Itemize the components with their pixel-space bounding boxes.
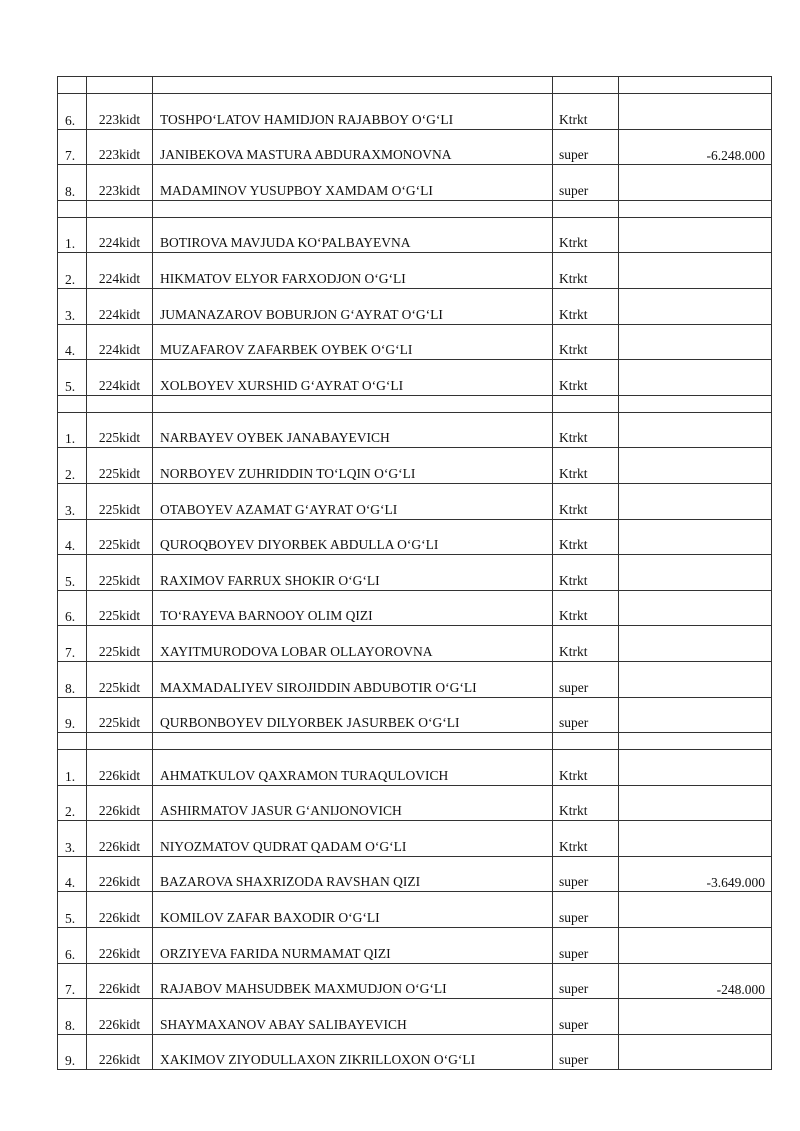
group-code: 225kidt: [87, 626, 153, 662]
student-name: OTABOYEV AZAMAT G‘AYRAT O‘G‘LI: [153, 483, 553, 519]
student-name: HIKMATOV ELYOR FARXODJON O‘G‘LI: [153, 253, 553, 289]
table-row: [58, 483, 772, 519]
amount-cell: [619, 821, 772, 857]
empty-cell: [619, 395, 772, 412]
student-status: Ktrkt: [553, 555, 619, 591]
amount-cell: [619, 217, 772, 253]
group-code: 226kidt: [87, 999, 153, 1035]
amount-cell: [619, 360, 772, 396]
row-number: 8.: [58, 661, 87, 697]
group-code: 225kidt: [87, 412, 153, 448]
student-name: ASHIRMATOV JASUR G‘ANIJONOVICH: [153, 785, 553, 821]
row-number: 9.: [58, 697, 87, 733]
table-row: [58, 555, 772, 591]
student-status: super: [553, 661, 619, 697]
student-status: Ktrkt: [553, 483, 619, 519]
group-code: 224kidt: [87, 360, 153, 396]
table-row: [58, 963, 772, 999]
group-code: 225kidt: [87, 697, 153, 733]
table-row: [58, 360, 772, 396]
empty-cell: [87, 395, 153, 412]
empty-cell: [553, 395, 619, 412]
group-code: 224kidt: [87, 324, 153, 360]
student-name: JUMANAZAROV BOBURJON G‘AYRAT O‘G‘LI: [153, 288, 553, 324]
student-name: AHMATKULOV QAXRAMON TURAQULOVICH: [153, 750, 553, 786]
amount-cell: [619, 94, 772, 130]
student-status: Ktrkt: [553, 448, 619, 484]
student-name: MUZAFAROV ZAFARBEK OYBEK O‘G‘LI: [153, 324, 553, 360]
student-status: Ktrkt: [553, 785, 619, 821]
student-name: ORZIYEVA FARIDA NURMAMAT QIZI: [153, 928, 553, 964]
table-row: [58, 821, 772, 857]
row-number: 6.: [58, 94, 87, 130]
empty-cell: [619, 200, 772, 217]
student-name: SHAYMAXANOV ABAY SALIBAYEVICH: [153, 999, 553, 1035]
student-name: XOLBOYEV XURSHID G‘AYRAT O‘G‘LI: [153, 360, 553, 396]
empty-cell: [58, 733, 87, 750]
table-row: [58, 165, 772, 201]
row-number: 5.: [58, 892, 87, 928]
student-status: Ktrkt: [553, 360, 619, 396]
empty-cell: [153, 733, 553, 750]
student-status: super: [553, 928, 619, 964]
row-number: 9.: [58, 1034, 87, 1070]
row-number: 3.: [58, 288, 87, 324]
row-number: 6.: [58, 590, 87, 626]
row-number: 2.: [58, 785, 87, 821]
empty-cell: [553, 77, 619, 94]
table-row: [58, 412, 772, 448]
student-status: Ktrkt: [553, 288, 619, 324]
amount-cell: [619, 928, 772, 964]
student-table-body: [58, 77, 772, 1070]
student-name: NARBAYEV OYBEK JANABAYEVICH: [153, 412, 553, 448]
student-name: XAKIMOV ZIYODULLAXON ZIKRILLOXON O‘G‘LI: [153, 1034, 553, 1070]
table-row: [58, 697, 772, 733]
student-name: KOMILOV ZAFAR BAXODIR O‘G‘LI: [153, 892, 553, 928]
group-code: 226kidt: [87, 856, 153, 892]
amount-cell: [619, 750, 772, 786]
amount-cell: [619, 590, 772, 626]
student-status: super: [553, 129, 619, 165]
table-row: [58, 253, 772, 289]
empty-cell: [58, 395, 87, 412]
student-name: QUROQBOYEV DIYORBEK ABDULLA O‘G‘LI: [153, 519, 553, 555]
table-row: [58, 750, 772, 786]
table-row: [58, 856, 772, 892]
table-row: [58, 928, 772, 964]
group-code: 225kidt: [87, 590, 153, 626]
student-status: Ktrkt: [553, 750, 619, 786]
row-number: 7.: [58, 626, 87, 662]
group-code: 225kidt: [87, 555, 153, 591]
group-code: 225kidt: [87, 448, 153, 484]
amount-cell: [619, 519, 772, 555]
group-code: 224kidt: [87, 288, 153, 324]
group-code: 224kidt: [87, 217, 153, 253]
row-number: 8.: [58, 165, 87, 201]
row-number: 3.: [58, 483, 87, 519]
table-row: [58, 590, 772, 626]
empty-cell: [87, 733, 153, 750]
empty-cell: [553, 733, 619, 750]
group-code: 226kidt: [87, 750, 153, 786]
table-row: [58, 785, 772, 821]
amount-cell: [619, 892, 772, 928]
amount-cell: [619, 483, 772, 519]
table-row: [58, 217, 772, 253]
student-name: RAJABOV MAHSUDBEK MAXMUDJON O‘G‘LI: [153, 963, 553, 999]
row-number: 2.: [58, 448, 87, 484]
amount-cell: [619, 448, 772, 484]
table-row: [58, 892, 772, 928]
student-table: [57, 76, 772, 1070]
student-name: TOSHPO‘LATOV HAMIDJON RAJABBOY O‘G‘LI: [153, 94, 553, 130]
empty-cell: [87, 200, 153, 217]
row-number: 5.: [58, 555, 87, 591]
student-name: BOTIROVA MAVJUDA KO‘PALBAYEVNA: [153, 217, 553, 253]
student-status: super: [553, 999, 619, 1035]
student-status: super: [553, 892, 619, 928]
group-code: 226kidt: [87, 1034, 153, 1070]
empty-cell: [153, 395, 553, 412]
group-code: 226kidt: [87, 821, 153, 857]
amount-cell: [619, 1034, 772, 1070]
empty-cell: [619, 77, 772, 94]
group-code: 223kidt: [87, 94, 153, 130]
amount-cell: -6.248.000: [619, 129, 772, 165]
row-number: 7.: [58, 129, 87, 165]
amount-cell: [619, 697, 772, 733]
table-row: [58, 626, 772, 662]
student-status: super: [553, 1034, 619, 1070]
row-number: 7.: [58, 963, 87, 999]
student-name: BAZAROVA SHAXRIZODA RAVSHAN QIZI: [153, 856, 553, 892]
table-row: [58, 661, 772, 697]
table-row: [58, 519, 772, 555]
row-number: 4.: [58, 519, 87, 555]
student-name: XAYITMURODOVA LOBAR OLLAYOROVNA: [153, 626, 553, 662]
student-name: MAXMADALIYEV SIROJIDDIN ABDUBOTIR O‘G‘LI: [153, 661, 553, 697]
student-status: super: [553, 165, 619, 201]
student-status: Ktrkt: [553, 324, 619, 360]
amount-cell: [619, 626, 772, 662]
group-code: 223kidt: [87, 129, 153, 165]
group-code: 223kidt: [87, 165, 153, 201]
table-row: [58, 1034, 772, 1070]
group-code: 224kidt: [87, 253, 153, 289]
group-code: 226kidt: [87, 785, 153, 821]
table-row: [58, 94, 772, 130]
amount-cell: -248.000: [619, 963, 772, 999]
table-row: [58, 288, 772, 324]
amount-cell: [619, 165, 772, 201]
table-row: [58, 324, 772, 360]
student-status: Ktrkt: [553, 217, 619, 253]
empty-cell: [153, 200, 553, 217]
amount-cell: [619, 324, 772, 360]
row-number: 2.: [58, 253, 87, 289]
empty-cell: [58, 200, 87, 217]
student-name: MADAMINOV YUSUPBOY XAMDAM O‘G‘LI: [153, 165, 553, 201]
group-separator-row: [58, 77, 772, 94]
amount-cell: [619, 785, 772, 821]
student-name: TO‘RAYEVA BARNOOY OLIM QIZI: [153, 590, 553, 626]
row-number: 1.: [58, 750, 87, 786]
student-status: Ktrkt: [553, 94, 619, 130]
row-number: 4.: [58, 324, 87, 360]
student-status: super: [553, 856, 619, 892]
student-status: Ktrkt: [553, 253, 619, 289]
student-name: NIYOZMATOV QUDRAT QADAM O‘G‘LI: [153, 821, 553, 857]
group-separator-row: [58, 200, 772, 217]
group-code: 226kidt: [87, 928, 153, 964]
student-status: super: [553, 963, 619, 999]
student-status: Ktrkt: [553, 519, 619, 555]
student-status: super: [553, 697, 619, 733]
amount-cell: [619, 661, 772, 697]
empty-cell: [87, 77, 153, 94]
row-number: 8.: [58, 999, 87, 1035]
group-separator-row: [58, 733, 772, 750]
student-name: QURBONBOYEV DILYORBEK JASURBEK O‘G‘LI: [153, 697, 553, 733]
group-code: 225kidt: [87, 483, 153, 519]
table-row: [58, 448, 772, 484]
empty-cell: [153, 77, 553, 94]
student-name: JANIBEKOVA MASTURA ABDURAXMONOVNA: [153, 129, 553, 165]
table-row: [58, 999, 772, 1035]
group-code: 225kidt: [87, 661, 153, 697]
group-code: 226kidt: [87, 963, 153, 999]
amount-cell: [619, 555, 772, 591]
amount-cell: [619, 999, 772, 1035]
amount-cell: [619, 288, 772, 324]
row-number: 4.: [58, 856, 87, 892]
student-name: NORBOYEV ZUHRIDDIN TO‘LQIN O‘G‘LI: [153, 448, 553, 484]
student-status: Ktrkt: [553, 590, 619, 626]
amount-cell: -3.649.000: [619, 856, 772, 892]
student-status: Ktrkt: [553, 821, 619, 857]
student-table-sheet: [57, 76, 771, 1070]
student-status: Ktrkt: [553, 626, 619, 662]
group-code: 225kidt: [87, 519, 153, 555]
empty-cell: [58, 77, 87, 94]
row-number: 6.: [58, 928, 87, 964]
student-status: Ktrkt: [553, 412, 619, 448]
student-name: RAXIMOV FARRUX SHOKIR O‘G‘LI: [153, 555, 553, 591]
row-number: 3.: [58, 821, 87, 857]
group-separator-row: [58, 395, 772, 412]
row-number: 5.: [58, 360, 87, 396]
row-number: 1.: [58, 412, 87, 448]
empty-cell: [553, 200, 619, 217]
row-number: 1.: [58, 217, 87, 253]
amount-cell: [619, 253, 772, 289]
empty-cell: [619, 733, 772, 750]
amount-cell: [619, 412, 772, 448]
group-code: 226kidt: [87, 892, 153, 928]
table-row: [58, 129, 772, 165]
